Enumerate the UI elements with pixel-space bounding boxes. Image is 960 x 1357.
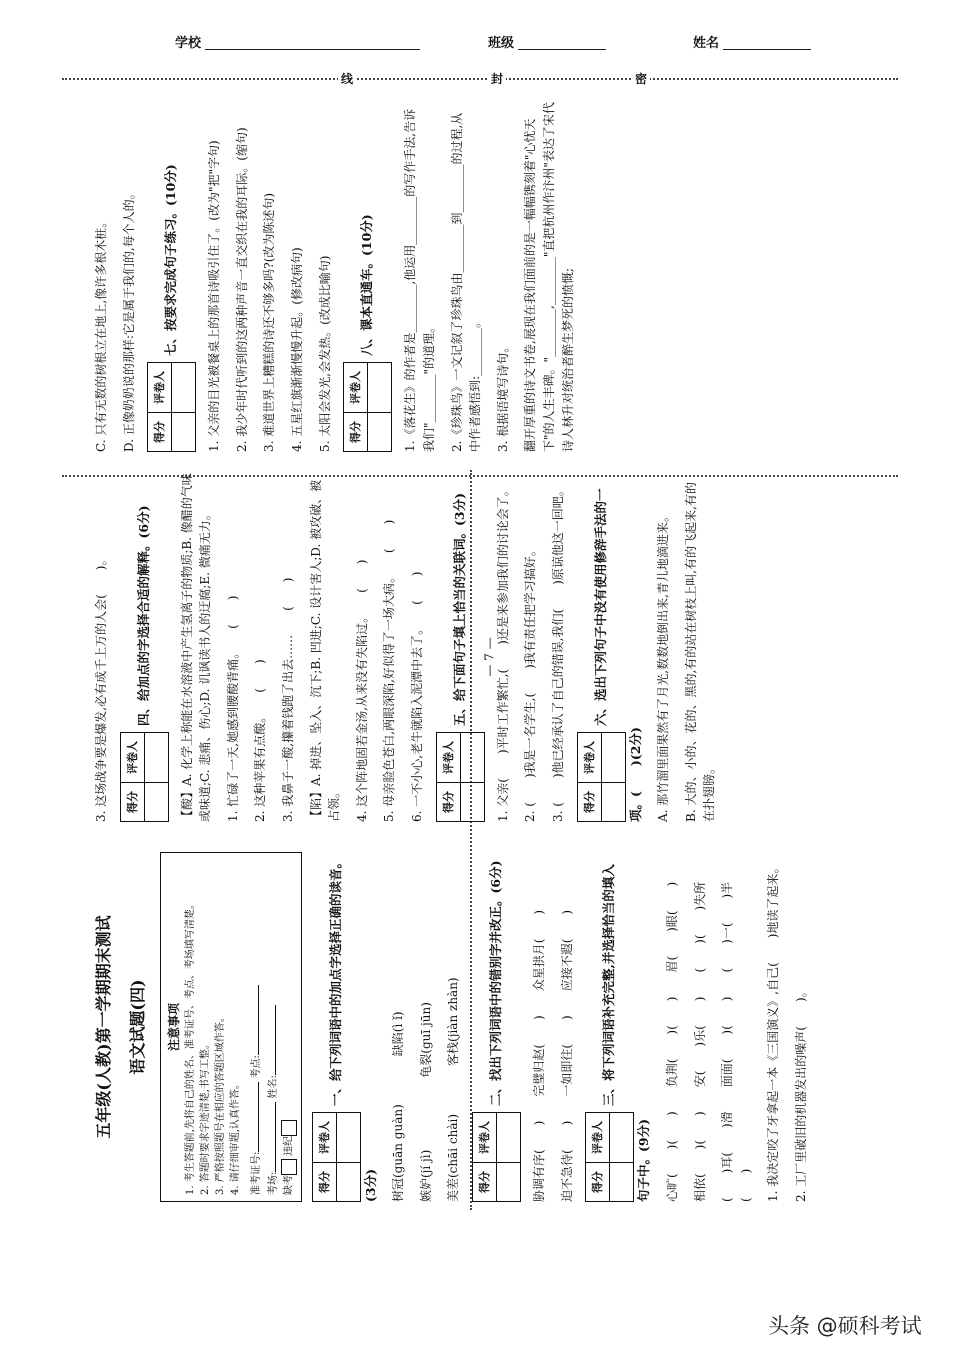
violation-checkbox[interactable] — [281, 1120, 297, 1136]
column-two — [92, 472, 728, 822]
question-line: 2.《珍珠鸟》一文记叙了珍珠鸟由________到________的过程,从中作者感悟到:________。 — [449, 112, 483, 452]
question-line: 2. 这种苹果有点酸。 ( ) — [253, 659, 268, 822]
name-blank[interactable] — [723, 49, 811, 50]
notice-box — [160, 852, 302, 1202]
absent-checkbox[interactable] — [281, 1159, 297, 1175]
question-line: 1.《落花生》的作者是________,他运用________的写作手法,告诉我们"________"的道理。 — [403, 108, 436, 452]
question-line: 【酸】A. 化学上称能在水溶液中产生氢离子的物质;B. 像醋的气味或味道;C. 悲痛、伤心;D. 讥讽读书人的迂腐;E. 微痛无力。 — [179, 473, 213, 822]
section-title: 七、按要求完成句子练习。(10分) — [163, 164, 179, 356]
class-blank[interactable] — [518, 49, 606, 50]
question-line: 4. 五星红旗渐渐慢慢升起。(修改病句) — [290, 247, 305, 452]
notice-title: 注意事项 — [166, 1003, 181, 1052]
question-line: 嫉妒(jí jì) 龟裂(guī jūn) — [418, 1002, 433, 1202]
question-line: C. 只有无数的树根立在地上,像许多根木桩。 — [94, 215, 108, 452]
score-box: 得分 评卷人 — [343, 362, 392, 452]
exam-title: 五年级(人教)第一学期期末测试 — [94, 915, 113, 1139]
question-line: 2. 我少年时代听到的这两种声音一直交织在我的耳际。(缩句) — [234, 127, 249, 452]
question-line: 3. 这场战争要是爆发,必有成千上万的人会( )。 — [94, 553, 108, 822]
seal-char-seal: 封 — [488, 70, 506, 87]
name-label: 姓名 — [693, 36, 720, 51]
question-line: 3. 根据语境写诗句。 — [495, 340, 510, 452]
info-label: 姓名: — [267, 1075, 279, 1099]
section-title: 四、给加点的字选择合适的解释。(6分) — [135, 505, 151, 726]
question-line: 美差(chāi chài) 客栈(jiàn zhàn) — [446, 977, 461, 1202]
info-blank[interactable] — [247, 985, 259, 1055]
section-title: 三、将下列词语补充完整,并选择恰当的填入句子中。(9分) — [601, 864, 652, 1202]
question-line: B. 大的、小的、花的、黑的,有的站在树枝上叫,有的飞起来,有的在扑翅膀。 — [683, 482, 717, 822]
score-box: 得分 评卷人 — [472, 1112, 521, 1202]
question-line: 树冠(guān guàn) 缺陷(ì ǐ) — [391, 1011, 406, 1202]
notice-item: 2. 答题时要求字迹清楚,书写工整。 — [199, 1039, 211, 1195]
exam-subtitle: 语文试题(四) — [127, 979, 147, 1075]
info-blank[interactable] — [247, 1082, 259, 1152]
section-title: 五、给下面句子填上恰当的关联词。(3分) — [451, 492, 467, 726]
seal-char-line: 线 — [338, 70, 356, 87]
info-label: 考场: — [267, 1171, 279, 1195]
question-line: 1. 父亲的目光被餐桌上的那首诗吸引住了。(改为"把"字句) — [207, 140, 222, 452]
score-box: 得分 评卷人 — [577, 732, 626, 822]
violation-label: 违纪 — [283, 1135, 295, 1156]
info-fields — [247, 859, 297, 1195]
notice-item: 1. 考生答题前,先将自己的姓名、准考证号、考点、考场填写清楚。 — [184, 899, 196, 1195]
section-title: 二、找出下列词语中的错别字并改正。(6分) — [488, 860, 504, 1106]
question-line: 6. 一不小心,老牛就陷入泥潭中去了。 ( ) — [410, 571, 425, 822]
question-line: 3. ( )他已经承认了自己的错误,我们( )原谅他这一回吧。 — [550, 484, 565, 822]
question-line: D. 正像奶奶说的那样:它是属于我们的,每个人的。 — [121, 187, 136, 452]
question-line: 心旷( )( ) 负荆( )( ) 眉( )眼( ) — [665, 881, 680, 1202]
score-box: 得分 评卷人 — [120, 732, 169, 822]
info-label: 考点: — [250, 1055, 262, 1079]
section-title: 一、给下列词语中的加点字选择正确的读音。(3分) — [327, 855, 378, 1202]
question-line: 1. 我决定咬了牙拿起一本《三国演义》,自己( )地读了起来。 — [766, 861, 781, 1202]
question-line: 5. 母亲脸色苍白,两眼深陷,好似得了一场大病。 ( ) — [382, 519, 397, 822]
question-line: 2. 工厂里破旧的机器发出的噪声( )。 — [794, 985, 808, 1202]
question-line: 3. 我鼻子一酸,攥着钱跑了出去…… ( ) — [281, 577, 296, 822]
info-blank[interactable] — [264, 1005, 276, 1075]
notice-item: 4. 请仔细审题,认真作答。 — [229, 1079, 241, 1195]
question-line: 3. 难道世界上糟糕的诗还不够多吗?(改为陈述句) — [262, 192, 277, 452]
question-line: 5. 太阳会发光,会发热。(改成比喻句) — [317, 255, 332, 452]
school-blank[interactable] — [205, 49, 420, 50]
question-line: ( )耳( )滑 面面( )( ) ( )一( )半( ) — [720, 881, 753, 1202]
question-line: 胁调有序( ) 完璧归赵( ) 众星拱月( ) — [532, 909, 547, 1202]
score-box: 得分 评卷人 — [312, 1112, 361, 1202]
question-line: 相依( )( ) 安( )乐( ) ( )( )失所 — [692, 881, 707, 1202]
question-line: 翻开厚重的诗文书卷,展现在我们面前的是一幅幅镌刻着"心忧天下"的人生丰碑。"________,________"直把杭州作汴州"表达了宋代诗人林升对统治者醉生梦死的愤慨; — [523, 102, 575, 452]
class-label: 班级 — [488, 36, 515, 51]
page-number: — 7 — — [482, 637, 497, 677]
column-one — [92, 852, 820, 1202]
notice-item: 3. 严格按照题号在相应的答题区域作答。 — [214, 1012, 226, 1195]
question-line: 【陷】A. 掉进、坠入、沉下;B. 凹进;C. 设计害人;D. 被攻破、被占领。 — [308, 479, 342, 822]
section-title: 六、选出下列句子中没有使用修辞手法的一项。( )(2分) — [592, 488, 643, 822]
absent-label: 缺考 — [283, 1175, 295, 1195]
question-line: A. 那竹溜里面果然有了月光,数数地倒出来,青儿地滴进来。 — [656, 510, 671, 822]
section-title: 八、课本直通车。(10分) — [359, 214, 375, 356]
school-label: 学校 — [175, 36, 202, 51]
score-box: 得分 评卷人 — [436, 732, 485, 822]
score-box: 得分 评卷人 — [585, 1112, 634, 1202]
seal-char-secret: 密 — [632, 70, 650, 87]
seal-line — [62, 78, 898, 80]
info-blank[interactable] — [264, 1102, 276, 1172]
score-box: 得分 评卷人 — [147, 362, 196, 452]
question-line: 2. ( )我是一名学生,( )我有责任把学习搞好。 — [523, 544, 538, 822]
question-line: 1. 父亲( )平时工作繁忙,( )还是来参加我们的讨论会了。 — [495, 484, 510, 822]
info-label: 准考证号: — [250, 1151, 262, 1195]
question-line: 迫不急待( ) 一如即往( ) 应接不遐( ) — [559, 909, 574, 1202]
question-line: 1. 忙碌了一天,她感到腰酸背痛。 ( ) — [225, 595, 240, 822]
watermark: 头条 @硕科考试 — [768, 1314, 922, 1338]
column-three — [92, 102, 586, 452]
question-line: 4. 这个阵地固若金汤,从来没有失陷过。 ( ) — [354, 559, 369, 822]
